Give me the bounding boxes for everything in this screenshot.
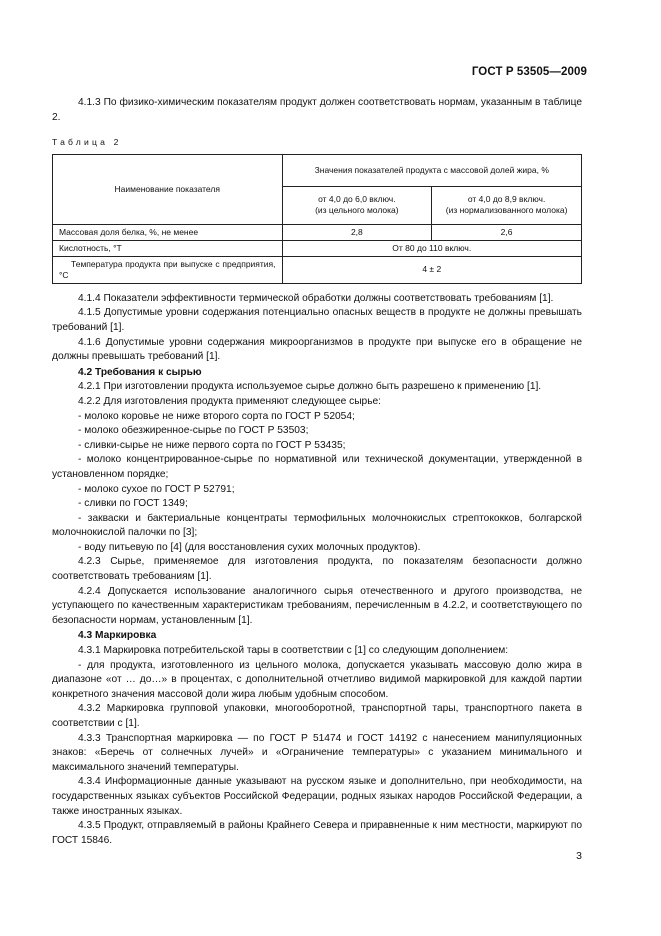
- header-col1-line1: от 4,0 до 6,0 включ.: [318, 194, 396, 205]
- paragraph-4-3-5: 4.3.5 Продукт, отправляемый в районы Крайнего Севера и приравненные к ним местности, маркируют по ГОСТ 15846.: [52, 820, 582, 846]
- page-number: 3: [576, 850, 582, 862]
- paragraph-4-2-3: 4.2.3 Сырье, применяемое для изготовления продукта, по показателям безопасности должно соответствовать требованиям [1].: [52, 556, 582, 583]
- header-indicator-name: Наименование показателя: [53, 154, 283, 224]
- paragraph-4-3-1: 4.3.1 Маркировка потребительской тары в соответствии с [1] со следующим дополнением:: [78, 645, 509, 657]
- row-acidity-value: От 80 до 110 включ.: [282, 240, 581, 256]
- header-col-normalized-milk: [432, 186, 582, 224]
- list-item: - закваски и бактериальные концентраты термофильных молочнокислых стрептококков, болгарской молочнокислой палочки по [3];: [52, 512, 582, 539]
- list-item: - молоко обезжиренное-сырье по ГОСТ Р 53503;: [78, 425, 309, 437]
- header-col-whole-milk: [282, 186, 432, 224]
- row-name-protein: Массовая доля белка, %, не менее: [53, 224, 283, 240]
- table-2: [52, 154, 582, 284]
- row-protein-value-2: 2,6: [432, 224, 582, 240]
- paragraph-4-1-5: 4.1.5 Допустимые уровни содержания потенциально опасных веществ в продукте не должны превышать требований [1].: [52, 307, 582, 333]
- row-protein-value-1: 2,8: [282, 224, 432, 240]
- list-item: - для продукта, изготовленного из цельного молока, допускается указывать массовую долю жира в диапазоне «от … до…» в процентах, с дополнительной отчетливо видимой маркировкой для каждой партии конкретного значения массовой доли жира любым удобным способом.: [52, 659, 582, 700]
- header-col2-line2: (из нормализованного молока): [445, 205, 568, 216]
- table-header-row: [53, 154, 582, 186]
- table-row: [53, 256, 582, 283]
- table-caption: Таблица 2: [52, 137, 122, 148]
- section-heading-4-2: 4.2 Требования к сырью: [78, 366, 202, 378]
- list-item: - воду питьевую по [4] (для восстановления сухих молочных продуктов).: [78, 541, 421, 553]
- section-heading-4-3: 4.3 Маркировка: [78, 630, 157, 642]
- header-col1-line2: (из цельного молока): [315, 205, 399, 216]
- paragraph-4-1-4: 4.1.4 Показатели эффективности термической обработки должны соответствовать требованиям [1].: [78, 292, 554, 304]
- row-temperature-value: 4 ± 2: [282, 256, 581, 283]
- list-item: - молоко сухое по ГОСТ Р 52791;: [78, 483, 235, 495]
- table-row: [53, 240, 582, 256]
- standard-header: ГОСТ Р 53505—2009: [471, 66, 587, 78]
- list-item: - молоко концентрированное-сырье по нормативной или технической документации, утвержденной в установленном порядке;: [52, 454, 582, 480]
- paragraph-4-1-3: 4.1.3 По физико-химическим показателям продукт должен соответствовать нормам, указанным в таблице 2.: [52, 97, 582, 123]
- table-row: [53, 224, 582, 240]
- row-name-temperature: Температура продукта при выпуске с предприятия, °С: [53, 256, 283, 283]
- header-col2-line1: от 4,0 до 8,9 включ.: [467, 194, 546, 205]
- paragraph-4-3-4: 4.3.4 Информационные данные указывают на русском языке и дополнительно, при необходимости, на государственных языках субъектов Российской Федерации, родных языках народов Российской Федерации, а также иностранных языках.: [52, 776, 582, 817]
- header-values: Значения показателей продукта с массовой долей жира, %: [282, 154, 581, 186]
- paragraph-4-3-3: 4.3.3 Транспортная маркировка — по ГОСТ Р 51474 и ГОСТ 14192 с нанесением манипуляционных знаков: «Беречь от солнечных лучей» и «Ограничение температуры» с указанием минимального и максимального значений температуры.: [52, 732, 582, 773]
- paragraph-4-1-6: 4.1.6 Допустимые уровни содержания микроорганизмов в продукте при выпуске его в обращение не должны превышать требований [1].: [52, 336, 582, 363]
- list-item: - молоко коровье не ниже второго сорта по ГОСТ Р 52054;: [78, 410, 355, 422]
- list-item: - сливки по ГОСТ 1349;: [78, 498, 188, 510]
- list-item: - сливки-сырье не ниже первого сорта по ГОСТ Р 53435;: [78, 439, 346, 451]
- paragraph-4-2-4: 4.2.4 Допускается использование аналогичного сырья отечественного и другого производства, не уступающего по качественным характеристикам требованиям, перечисленным в 4.2.2, и соответствующего по безопасности нормам, установленным [1].: [52, 585, 582, 626]
- page-body: [52, 96, 582, 848]
- paragraph-4-2-1: 4.2.1 При изготовлении продукта используемое сырье должно быть разрешено к применению [1].: [78, 381, 542, 393]
- paragraph-4-2-2: 4.2.2 Для изготовления продукта применяют следующее сырье:: [78, 395, 381, 407]
- paragraph-4-3-2: 4.3.2 Маркировка групповой упаковки, многооборотной, транспортной тары, транспортного пакета в соответствии с [1].: [52, 703, 582, 729]
- row-name-acidity: Кислотность, °Т: [53, 240, 283, 256]
